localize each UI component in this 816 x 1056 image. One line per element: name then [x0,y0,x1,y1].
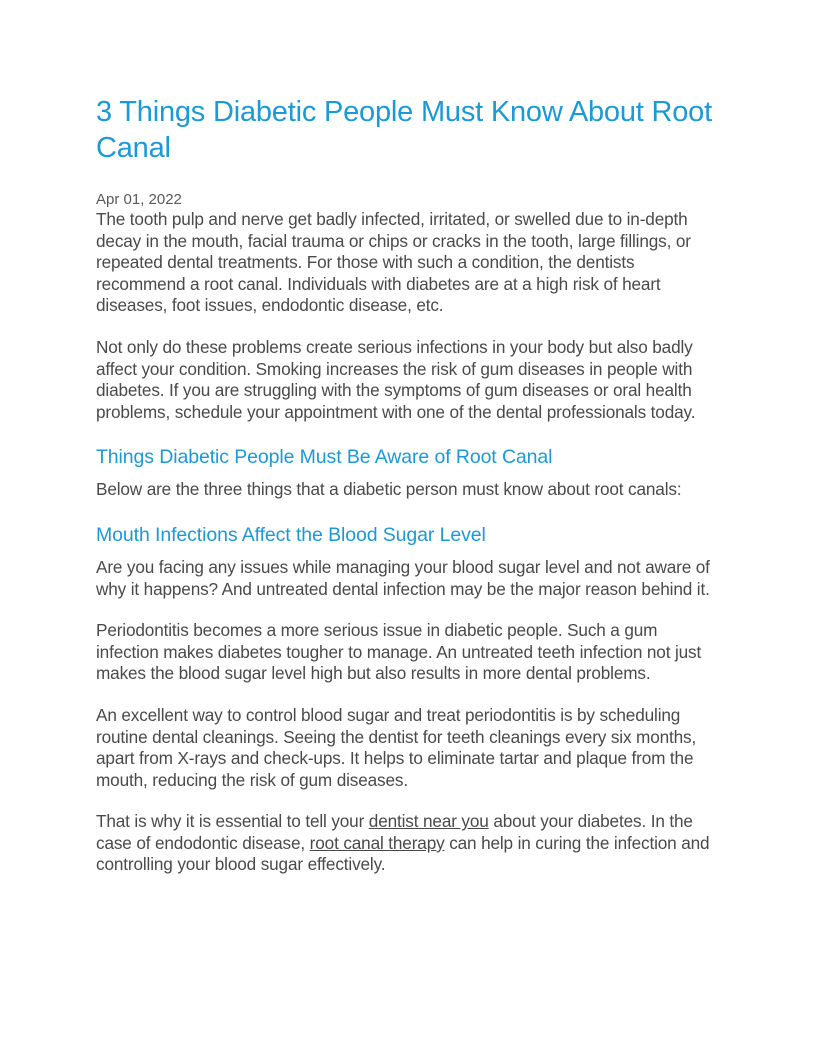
section-heading-aware: Things Diabetic People Must Be Aware of Root Canal [96,446,553,469]
article [96,94,724,876]
section-heading-blood-sugar: Mouth Infections Affect the Blood Sugar Level [96,523,486,546]
intro-paragraph-1: The tooth pulp and nerve get badly infected, irritated, or swelled due to in-depth decay in the mouth, facial trauma or chips or cracks in the tooth, large fillings, or repeated dental treatments. For those with such a condition, the dentists recommend a root canal. Individuals with diabetes are at a high risk of heart diseases, foot issues, endodontic disease, etc. [96,209,691,316]
blood-sugar-paragraph-1: Are you facing any issues while managing your blood sugar level and not aware of why it happens? And untreated dental infection may be the major reason behind it. [96,556,710,599]
paragraph-text: That is why it is essential to tell your [96,811,369,832]
blood-sugar-paragraph-3: An excellent way to control blood sugar and treat periodontitis is by scheduling routine dental cleanings. Seeing the dentist for teeth cleanings every six months, apart from X-rays and check-ups. It helps to eliminate tartar and plaque from the mouth, reducing the risk of gum diseases. [96,704,697,790]
publish-date: Apr 01, 2022 [96,191,182,208]
root-canal-therapy-link[interactable]: root canal therapy [309,832,445,853]
blood-sugar-paragraph-4 [96,811,724,876]
intro-paragraph-2: Not only do these problems create serious infections in your body but also badly affect your condition. Smoking increases the risk of gum diseases in people with diabetes. If you are struggling with the symptoms of gum diseases or oral health problems, schedule your appointment with one of the dental professionals today. [96,336,696,422]
paragraph-text: about your diabetes. In the case of endodontic disease, [96,811,693,853]
section-aware-paragraph: Below are the three things that a diabetic person must know about root canals: [96,479,682,500]
paragraph-text: can help in curing the infection and controlling your blood sugar effectively. [96,832,710,875]
dentist-near-you-link[interactable]: dentist near you [368,811,489,832]
blood-sugar-paragraph-2: Periodontitis becomes a more serious issue in diabetic people. Such a gum infection makes diabetes tougher to manage. An untreated teeth infection not just makes the blood sugar level high but also results in more dental problems. [96,620,702,684]
page-title: 3 Things Diabetic People Must Know About Root Canal [96,96,712,164]
